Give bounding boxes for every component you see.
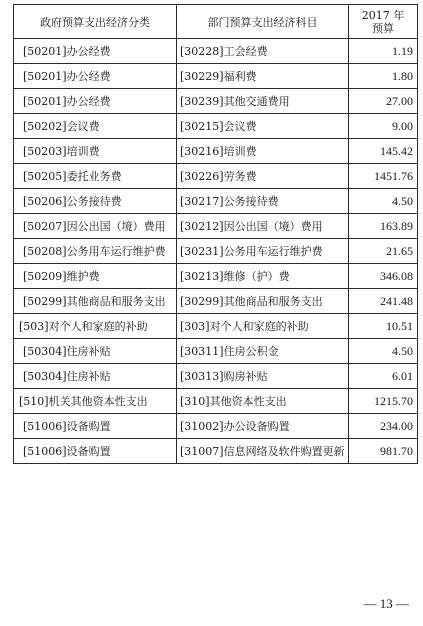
cell-government-classification: [50304]住房补贴 — [14, 339, 177, 364]
cell-department-subject: [30311]住房公积金 — [177, 339, 349, 364]
cell-budget-amount: 1.19 — [349, 39, 418, 64]
table-row — [14, 389, 418, 414]
table-row — [14, 39, 418, 64]
cell-department-subject: [310]其他资本性支出 — [177, 389, 349, 414]
table-row — [14, 339, 418, 364]
cell-department-subject: [30228]工会经费 — [177, 39, 349, 64]
cell-budget-amount: 4.50 — [349, 339, 418, 364]
table-row — [14, 89, 418, 114]
header-budget-label: 预算 — [372, 21, 394, 35]
table-row — [14, 139, 418, 164]
cell-department-subject: [31002]办公设备购置 — [177, 414, 349, 439]
table-row — [14, 189, 418, 214]
cell-budget-amount: 6.01 — [349, 364, 418, 389]
cell-government-classification: [50205]委托业务费 — [14, 164, 177, 189]
cell-budget-amount: 1215.70 — [349, 389, 418, 414]
cell-budget-amount: 346.08 — [349, 264, 418, 289]
cell-department-subject: [30217]公务接待费 — [177, 189, 349, 214]
cell-government-classification: [50207]因公出国（境）费用 — [14, 214, 177, 239]
table-header-row — [14, 5, 418, 39]
table-row — [14, 439, 418, 464]
table-row — [14, 364, 418, 389]
page-number: — 13 — — [363, 596, 409, 611]
cell-government-classification: [50201]办公经费 — [14, 89, 177, 114]
table-row — [14, 164, 418, 189]
cell-department-subject: [30239]其他交通费用 — [177, 89, 349, 114]
cell-government-classification: [50202]会议费 — [14, 114, 177, 139]
cell-budget-amount: 234.00 — [349, 414, 418, 439]
cell-department-subject: [30299]其他商品和服务支出 — [177, 289, 349, 314]
cell-government-classification: [50206]公务接待费 — [14, 189, 177, 214]
table-row — [14, 114, 418, 139]
cell-department-subject: [30213]维修（护）费 — [177, 264, 349, 289]
cell-government-classification: [50299]其他商品和服务支出 — [14, 289, 177, 314]
cell-government-classification: [50209]维护费 — [14, 264, 177, 289]
table-row — [14, 264, 418, 289]
cell-budget-amount: 163.89 — [349, 214, 418, 239]
cell-budget-amount: 241.48 — [349, 289, 418, 314]
cell-government-classification: [503]对个人和家庭的补助 — [14, 314, 177, 339]
header-year-label: 2017 年 — [361, 8, 405, 22]
cell-department-subject: [30229]福利费 — [177, 64, 349, 89]
header-department-subject: 部门预算支出经济科目 — [177, 5, 349, 39]
cell-budget-amount: 4.50 — [349, 189, 418, 214]
cell-government-classification: [50304]住房补贴 — [14, 364, 177, 389]
cell-budget-amount: 1451.76 — [349, 164, 418, 189]
header-government-classification: 政府预算支出经济分类 — [14, 5, 177, 39]
cell-budget-amount: 21.65 — [349, 239, 418, 264]
cell-budget-amount: 1.80 — [349, 64, 418, 89]
table-row — [14, 414, 418, 439]
cell-government-classification: [51006]设备购置 — [14, 414, 177, 439]
cell-budget-amount: 145.42 — [349, 139, 418, 164]
cell-budget-amount: 9.00 — [349, 114, 418, 139]
cell-budget-amount: 10.51 — [349, 314, 418, 339]
table-row — [14, 214, 418, 239]
budget-table — [13, 4, 418, 464]
cell-government-classification: [51006]设备购置 — [14, 439, 177, 464]
cell-government-classification: [50201]办公经费 — [14, 39, 177, 64]
cell-department-subject: [30231]公务用车运行维护费 — [177, 239, 349, 264]
cell-budget-amount: 981.70 — [349, 439, 418, 464]
table-body — [14, 39, 418, 464]
table-row — [14, 64, 418, 89]
cell-department-subject: [31007]信息网络及软件购置更新 — [177, 439, 349, 464]
cell-government-classification: [50201]办公经费 — [14, 64, 177, 89]
cell-department-subject: [30226]劳务费 — [177, 164, 349, 189]
cell-government-classification: [50208]公务用车运行维护费 — [14, 239, 177, 264]
table-row — [14, 239, 418, 264]
cell-government-classification: [510]机关其他资本性支出 — [14, 389, 177, 414]
cell-department-subject: [30215]会议费 — [177, 114, 349, 139]
cell-budget-amount: 27.00 — [349, 89, 418, 114]
table-row — [14, 289, 418, 314]
header-2017-budget — [349, 5, 418, 39]
cell-government-classification: [50203]培训费 — [14, 139, 177, 164]
cell-department-subject: [30216]培训费 — [177, 139, 349, 164]
table-row — [14, 314, 418, 339]
cell-department-subject: [30313]购房补贴 — [177, 364, 349, 389]
cell-department-subject: [303]对个人和家庭的补助 — [177, 314, 349, 339]
cell-department-subject: [30212]因公出国（境）费用 — [177, 214, 349, 239]
